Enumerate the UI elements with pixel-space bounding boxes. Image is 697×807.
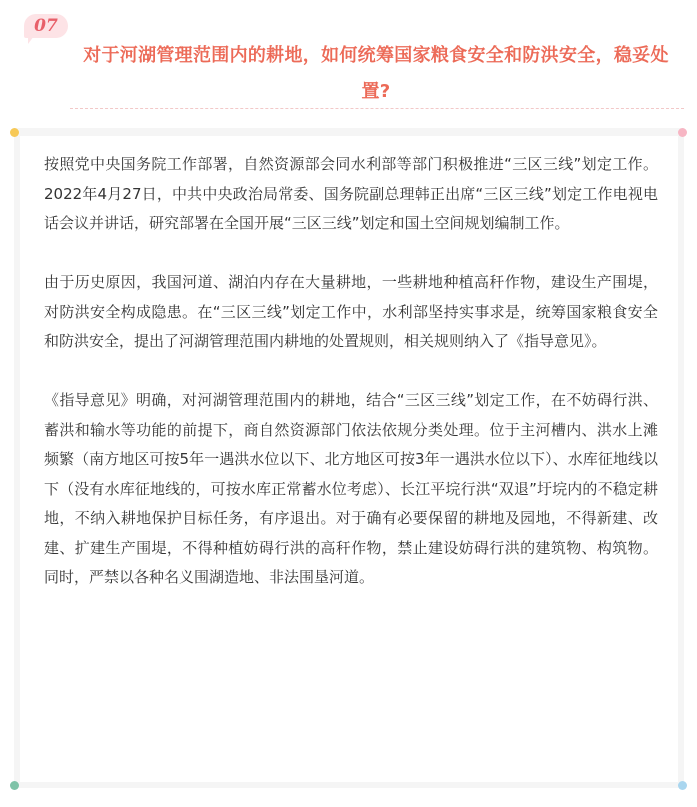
article-body — [44, 150, 658, 593]
section-header — [0, 0, 697, 112]
section-number-badge: 07 — [24, 14, 68, 38]
corner-dot-green — [10, 781, 19, 790]
corner-dot-yellow — [10, 128, 19, 137]
section-title: 对于河湖管理范围内的耕地，如何统筹国家粮食安全和防洪安全，稳妥处置? — [83, 45, 669, 102]
paragraph-1: 按照党中央国务院工作部署，自然资源部会同水利部等部门积极推进“三区三线”划定工作。2022年4月27日，中共中央政治局常委、国务院副总理韩正出席“三区三线”划定工作电视电话会议并讲话，研究部署在全国开展“三区三线”划定和国土空间规划编制工作。 — [44, 155, 658, 232]
paragraph-3: 《指导意见》明确，对河湖管理范围内的耕地，结合“三区三线”划定工作，在不妨碍行洪、蓄洪和输水等功能的前提下，商自然资源部门依法依规分类处理。位于主河槽内、洪水上滩频繁（南方地区可按5年一遇洪水位以下、北方地区可按3年一遇洪水位以下）、水库征地线以下（没有水库征地线的，可按水库正常蓄水位考虑）、长江平垸行洪“双退”圩垸内的不稳定耕地，不纳入耕地保护目标任务，有序退出。对于确有必要保留的耕地及园地，不得新建、改建、扩建生产围堤，不得种植妨碍行洪的高秆作物，禁止建设妨碍行洪的建筑物、构筑物。同时，严禁以各种名义围湖造地、非法围垦河道。 — [44, 391, 658, 586]
badge-tail — [28, 36, 34, 44]
corner-dot-blue — [678, 781, 687, 790]
paragraph-2: 由于历史原因，我国河道、湖泊内存在大量耕地，一些耕地种植高秆作物，建设生产围堤，对防洪安全构成隐患。在“三区三线”划定工作中，水利部坚持实事求是，统筹国家粮食安全和防洪安全，提出了河湖管理范围内耕地的处置规则，相关规则纳入了《指导意见》。 — [44, 273, 658, 350]
corner-dot-pink — [678, 128, 687, 137]
header-divider — [70, 108, 684, 109]
